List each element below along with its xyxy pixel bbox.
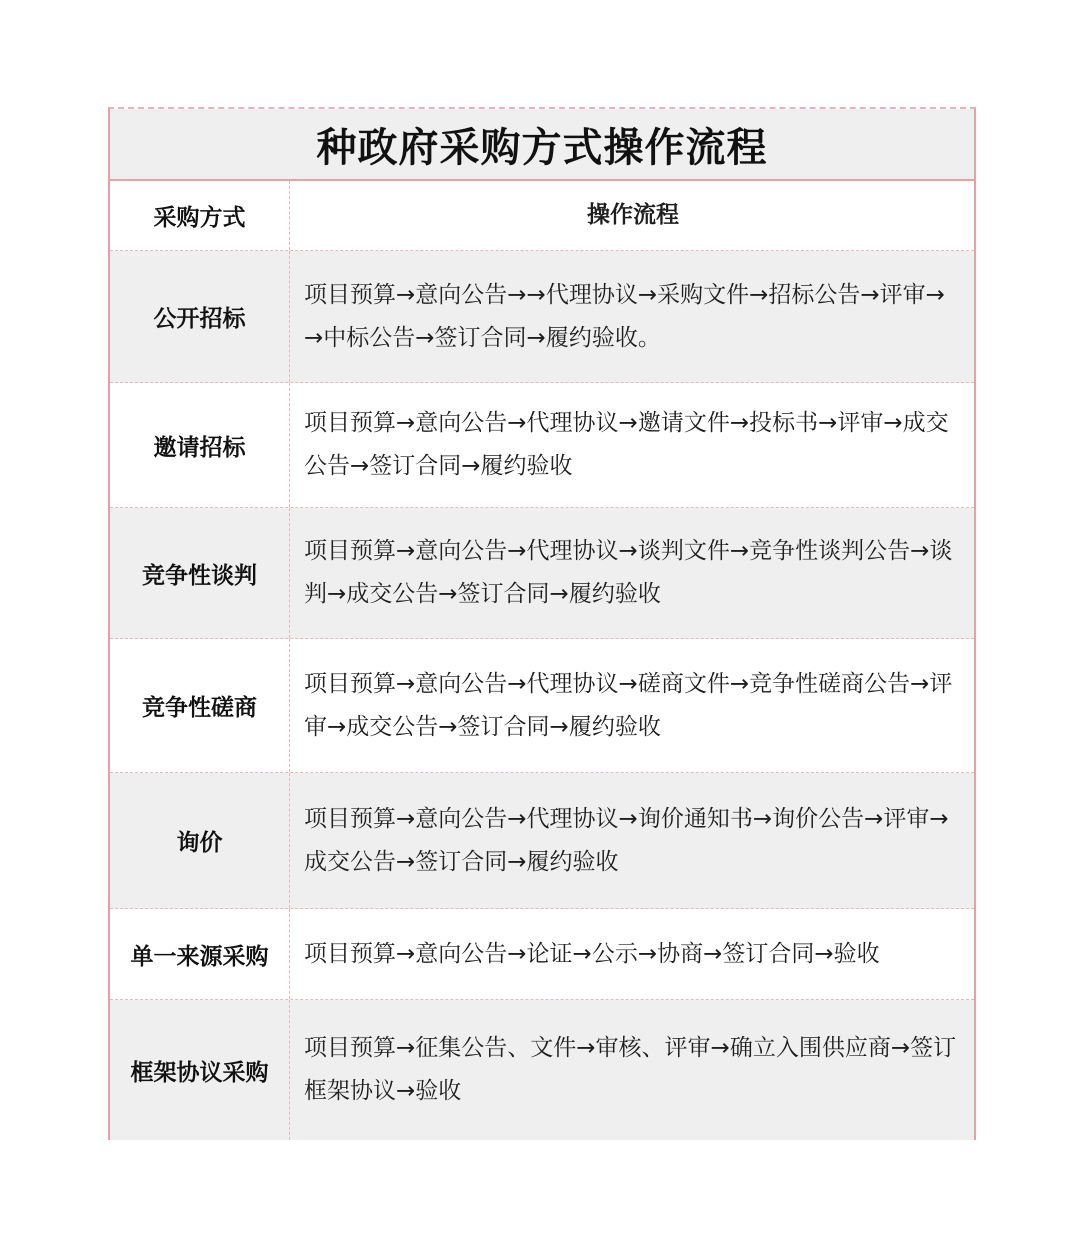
process-text: 项目预算→意向公告→论证→公示→协商→签订合同→验收 — [304, 940, 880, 967]
table-title: 种政府采购方式操作流程 — [316, 124, 768, 171]
table-row-inquiry — [110, 773, 974, 909]
method-cell: 框架协议采购 — [110, 1000, 290, 1140]
method-cell: 单一来源采购 — [110, 909, 290, 999]
table-row-framework-agreement — [110, 1000, 974, 1140]
table-body — [110, 181, 974, 1140]
process-text: 项目预算→意向公告→代理协议→磋商文件→竞争性磋商公告→评审→成交公告→签订合同→履约验收 — [304, 670, 953, 740]
table-row-open-tender — [110, 251, 974, 383]
method-cell: 公开招标 — [110, 251, 290, 382]
process-text: 项目预算→意向公告→代理协议→询价通知书→询价公告→评审→成交公告→签订合同→履约验收 — [304, 805, 949, 875]
method-cell: 竞争性磋商 — [110, 639, 290, 772]
process-cell — [290, 639, 974, 772]
table-row-single-source — [110, 909, 974, 1000]
method-cell: 询价 — [110, 773, 290, 908]
table-title-row — [110, 109, 974, 181]
process-text: 项目预算→意向公告→→代理协议→采购文件→招标公告→评审→→中标公告→签订合同→履约验收。 — [304, 281, 945, 351]
process-cell — [290, 383, 974, 507]
procurement-table — [108, 107, 976, 1140]
header-process: 操作流程 — [587, 202, 679, 228]
process-cell — [290, 508, 974, 638]
process-cell — [290, 909, 974, 999]
process-text: 项目预算→征集公告、文件→审核、评审→确立入围供应商→签订框架协议→验收 — [304, 1035, 957, 1104]
header-method: 采购方式 — [110, 181, 290, 250]
process-cell — [290, 251, 974, 382]
table-row-competitive-consultation — [110, 639, 974, 773]
process-cell — [290, 773, 974, 908]
method-cell: 竞争性谈判 — [110, 508, 290, 638]
table-header-row — [110, 181, 974, 251]
table-row-invited-tender — [110, 383, 974, 508]
process-cell — [290, 1000, 974, 1140]
table-row-competitive-negotiation — [110, 508, 974, 639]
process-text: 项目预算→意向公告→代理协议→邀请文件→投标书→评审→成交公告→签订合同→履约验收 — [304, 410, 949, 479]
process-text: 项目预算→意向公告→代理协议→谈判文件→竞争性谈判公告→谈判→成交公告→签订合同→履约验收 — [304, 538, 953, 607]
method-cell: 邀请招标 — [110, 383, 290, 507]
